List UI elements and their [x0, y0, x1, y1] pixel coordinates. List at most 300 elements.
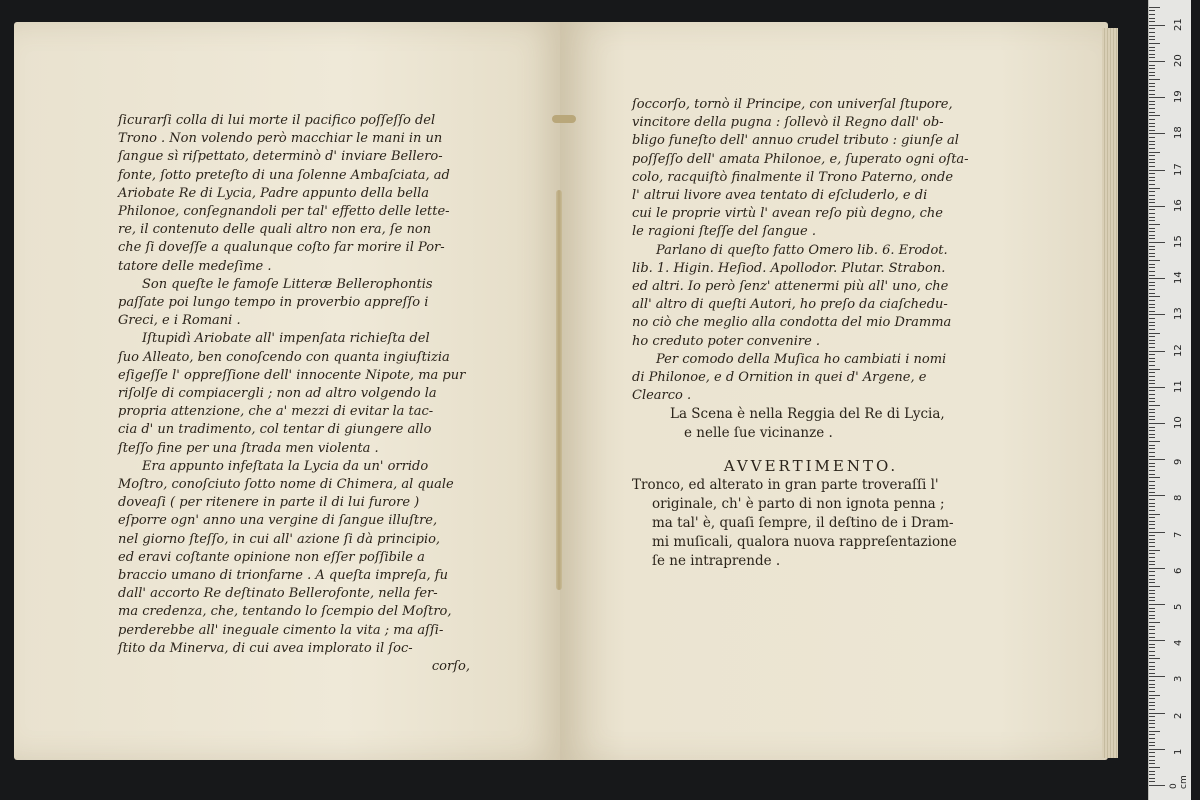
ruler-tick — [1149, 452, 1155, 453]
text-line: ſangue sì riſpettato, determinò d' inviare Bellero- — [118, 149, 443, 165]
ruler-tick — [1149, 582, 1155, 583]
ruler-tick — [1149, 456, 1155, 457]
avvertimento-line: ma tal' è, quaſi ſempre, il deſtino de i Dram- — [652, 515, 954, 531]
ruler-tick — [1149, 691, 1155, 692]
text-line: colo, racquiſtò finalmente il Trono Paterno, onde — [632, 169, 954, 185]
ruler-tick — [1149, 311, 1155, 312]
text-line: all' altro di queſti Autori, ho preſo da ciaſchedu- — [632, 297, 948, 313]
ruler-tick — [1149, 564, 1155, 565]
ruler-tick — [1149, 521, 1155, 522]
ruler-tick — [1149, 517, 1155, 518]
ruler-tick — [1149, 275, 1155, 276]
ruler-tick — [1149, 705, 1155, 706]
ruler-tick — [1149, 781, 1155, 782]
ruler-tick — [1149, 372, 1155, 373]
ruler-tick — [1149, 647, 1155, 648]
ruler-tick — [1149, 474, 1155, 475]
text-line: vincitore della pugna : ſollevò il Regno dall' ob- — [632, 115, 944, 131]
ruler-tick — [1149, 108, 1155, 109]
ruler-tick — [1149, 524, 1155, 525]
ruler-tick — [1149, 604, 1165, 605]
scene-line-2: e nelle ſue vicinanze . — [684, 425, 833, 441]
ruler-tick — [1149, 448, 1155, 449]
ruler-tick — [1149, 760, 1155, 761]
ruler-tick — [1149, 271, 1155, 272]
ruler-tick — [1149, 32, 1155, 33]
ruler-tick — [1149, 561, 1155, 562]
ruler-tick — [1149, 695, 1160, 696]
ruler-tick — [1149, 170, 1165, 171]
ruler-tick — [1149, 398, 1155, 399]
ruler-tick — [1149, 734, 1155, 735]
ruler-tick — [1149, 10, 1155, 11]
ruler-tick — [1149, 347, 1155, 348]
ruler-tick — [1149, 18, 1155, 19]
ruler-tick — [1149, 206, 1165, 207]
text-line: doveaſi ( per ritenere in parte il di lui furore ) — [118, 495, 420, 511]
ruler-tick — [1149, 333, 1160, 334]
ruler-tick — [1149, 716, 1155, 717]
right-page-text — [632, 96, 1012, 405]
text-line: bligo funeſto dell' annuo crudel tributo : giunſe al — [632, 133, 959, 149]
ruler-tick — [1149, 104, 1155, 105]
ruler-tick — [1149, 532, 1165, 533]
ruler-tick — [1149, 387, 1165, 388]
ruler-tick — [1149, 72, 1155, 73]
ruler-tick — [1149, 144, 1155, 145]
text-line: tatore delle medeſime . — [118, 258, 272, 274]
ruler-tick — [1149, 651, 1155, 652]
ruler-tick — [1149, 481, 1155, 482]
ruler-tick — [1149, 503, 1155, 504]
ruler-tick — [1149, 7, 1160, 8]
ruler-tick — [1149, 593, 1155, 594]
ruler-tick — [1149, 159, 1155, 160]
ruler-tick — [1149, 361, 1155, 362]
ruler-tick — [1149, 441, 1160, 442]
ruler-tick — [1149, 416, 1155, 417]
avvertimento-heading: AVVERTIMENTO. — [723, 457, 899, 475]
ruler-tick — [1149, 492, 1155, 493]
ruler-tick — [1149, 702, 1155, 703]
ruler-tick — [1149, 571, 1155, 572]
left-paragraph-4 — [118, 458, 496, 676]
ruler-tick — [1149, 126, 1155, 127]
ruler-tick — [1149, 698, 1155, 699]
text-line: ho creduto poter convenire . — [632, 333, 821, 349]
ruler-tick — [1149, 499, 1155, 500]
ruler-tick — [1149, 253, 1155, 254]
ruler-tick — [1149, 419, 1155, 420]
ruler-tick — [1149, 655, 1155, 656]
text-line: ed eravi coſtante opinione non eſſer poſſibile a — [118, 549, 425, 565]
text-line: ma credenza, che, tentando lo ſcempio del Moſtro, — [118, 604, 452, 620]
ruler-tick — [1149, 90, 1155, 91]
ruler-tick — [1149, 307, 1155, 308]
ruler-tick — [1149, 202, 1155, 203]
ruler-label: 14 — [1173, 271, 1184, 285]
ruler-tick — [1149, 495, 1165, 496]
ruler-tick — [1149, 756, 1155, 757]
ruler-tick — [1149, 626, 1155, 627]
ruler-tick — [1149, 296, 1160, 297]
ruler-tick — [1149, 318, 1155, 319]
avvertimento-line: mi muſicali, qualora nuova rappreſentazione — [652, 534, 957, 550]
ruler-tick — [1149, 528, 1155, 529]
ruler-tick — [1149, 405, 1160, 406]
ruler-tick — [1149, 112, 1155, 113]
ruler-tick — [1149, 485, 1155, 486]
ruler-tick — [1149, 21, 1155, 22]
ruler-label: 11 — [1173, 380, 1184, 393]
ruler-tick — [1149, 423, 1165, 424]
watermark — [520, 430, 527, 456]
ruler-tick — [1149, 354, 1155, 355]
text-line: Greci, e i Romani . — [118, 313, 241, 329]
ruler-tick — [1149, 25, 1165, 26]
avvertimento-text — [632, 476, 1004, 571]
ruler-tick — [1149, 28, 1155, 29]
ruler-tick — [1149, 86, 1155, 87]
text-line: Iſtupidì Ariobate all' impenſata richieſta del — [142, 331, 430, 347]
left-paragraph-1 — [118, 112, 496, 276]
ruler-tick — [1149, 369, 1160, 370]
text-line: di Philonoe, e d Ornition in quei d' Argene, e — [632, 370, 927, 386]
text-line: ed altri. Io però ſenz' attenermi più all' uno, che — [632, 279, 949, 295]
ruler-tick — [1149, 256, 1155, 257]
ruler-tick — [1149, 133, 1165, 134]
ruler-tick — [1149, 557, 1155, 558]
text-line: l' altrui livore avea tentato di eſcluderlo, e di — [632, 188, 928, 204]
book-spine — [556, 190, 562, 590]
text-line: che ſi doveſſe a qualunque coſto far morire il Por- — [118, 240, 445, 256]
ruler-tick — [1149, 771, 1155, 772]
ruler-tick — [1149, 380, 1155, 381]
ruler-tick — [1149, 191, 1155, 192]
ruler-tick — [1149, 477, 1160, 478]
ruler-tick — [1149, 231, 1155, 232]
right-paragraph-3 — [632, 351, 1012, 406]
ruler-tick — [1149, 535, 1155, 536]
ruler-tick — [1149, 752, 1155, 753]
ruler-tick — [1149, 669, 1155, 670]
scene-line-1: La Scena è nella Reggia del Re di Lycia, — [670, 406, 945, 422]
ruler-tick — [1149, 235, 1155, 236]
ruler-tick — [1149, 68, 1155, 69]
ruler-tick — [1149, 39, 1155, 40]
text-line: Per comodo della Muſica ho cambiati i nomi — [656, 351, 947, 367]
text-line: ſoccorſo, tornò il Principe, con univerſal ſtupore, — [632, 97, 953, 112]
ruler-tick — [1149, 101, 1155, 102]
ruler-tick — [1149, 260, 1160, 261]
ruler-tick — [1149, 713, 1165, 714]
ruler-tick — [1149, 514, 1160, 515]
ruler-label: 3 — [1173, 676, 1184, 683]
ruler-tick — [1149, 629, 1155, 630]
ruler-tick — [1149, 300, 1155, 301]
left-paragraph-3 — [118, 330, 496, 457]
ruler-tick — [1149, 575, 1155, 576]
ruler-tick — [1149, 242, 1165, 243]
ruler-tick — [1149, 267, 1155, 268]
text-line: eſigeſſe l' oppreſſione dell' innocente Nipote, ma pur — [118, 367, 466, 383]
text-line: lib. 1. Higin. Heſiod. Apollodor. Plutar. Strabon. — [632, 260, 946, 276]
ruler-tick — [1149, 358, 1155, 359]
ruler-tick — [1149, 123, 1155, 124]
ruler-tick — [1149, 723, 1155, 724]
ruler-label: 2 — [1173, 712, 1184, 719]
text-line: dall' accorto Re deſtinato Bellerofonte, nella fer- — [118, 586, 438, 602]
ruler-tick — [1149, 47, 1155, 48]
measurement-ruler — [1148, 0, 1191, 800]
ruler-tick — [1149, 774, 1155, 775]
ruler-tick — [1149, 75, 1155, 76]
ruler-label: 9 — [1173, 458, 1184, 466]
ruler-unit-label: 0 cm — [1169, 775, 1189, 789]
ruler-tick — [1149, 166, 1155, 167]
ruler-label: 15 — [1173, 235, 1184, 248]
ruler-tick — [1149, 209, 1155, 210]
text-line: ſtito da Minerva, di cui avea implorato il ſoc- — [118, 640, 413, 656]
ruler-tick — [1149, 434, 1155, 435]
ruler-tick — [1149, 325, 1155, 326]
ruler-tick — [1149, 152, 1160, 153]
ruler-tick — [1149, 608, 1155, 609]
ruler-tick — [1149, 430, 1155, 431]
ruler-label: 19 — [1173, 90, 1184, 104]
ruler-label: 16 — [1173, 199, 1184, 212]
ruler-tick — [1149, 466, 1155, 467]
text-line: Clearco . — [632, 388, 692, 404]
ruler-tick — [1149, 676, 1165, 677]
text-line: Ariobate Re di Lycia, Padre appunto della bella — [118, 185, 430, 201]
ruler-tick — [1149, 383, 1155, 384]
avvertimento-line: ſe ne intraprende . — [652, 553, 781, 569]
ruler-label: 10 — [1173, 416, 1184, 429]
ruler-tick — [1149, 390, 1155, 391]
text-line: corſo, — [431, 659, 470, 675]
ruler-tick — [1149, 54, 1155, 55]
ruler-tick — [1149, 130, 1155, 131]
ruler-tick — [1149, 510, 1155, 511]
ruler-tick — [1149, 684, 1155, 685]
ruler-tick — [1149, 278, 1165, 279]
right-paragraph-1 — [632, 96, 1012, 242]
ruler-tick — [1149, 745, 1155, 746]
text-line: Moſtro, conoſciuto ſotto nome di Chimera, al quale — [118, 477, 454, 493]
ruler-tick — [1149, 173, 1155, 174]
text-line: Trono . Non volendo però macchiar le mani in un — [118, 131, 443, 147]
ruler-tick — [1149, 376, 1155, 377]
ruler-label: 1 — [1173, 748, 1184, 755]
ruler-tick — [1149, 568, 1165, 569]
ruler-tick — [1149, 14, 1155, 15]
text-line: poſſeſſo dell' amata Philonoe, e, ſuperato ogni oſta- — [632, 151, 969, 167]
ruler-tick — [1149, 633, 1155, 634]
left-page-text — [118, 112, 496, 676]
ruler-tick — [1149, 304, 1155, 305]
ruler-tick — [1149, 36, 1155, 37]
ruler-tick — [1149, 427, 1155, 428]
page-edges — [1102, 28, 1118, 758]
ruler-tick — [1149, 600, 1155, 601]
ruler-tick — [1149, 785, 1165, 786]
text-line: Parlano di queſto fatto Omero lib. 6. Erodot. — [656, 242, 948, 258]
ruler-tick — [1149, 224, 1160, 225]
text-line: nel giorno ſteſſo, in cui all' azione ſi dà principio, — [118, 531, 441, 547]
ruler-tick — [1149, 249, 1155, 250]
ruler-tick — [1149, 662, 1155, 663]
ruler-tick — [1149, 546, 1155, 547]
ruler-tick — [1149, 148, 1155, 149]
ruler-tick — [1149, 322, 1155, 323]
text-line: braccio umano di trionfarne . A queſta impreſa, fu — [118, 568, 448, 584]
binding-thread — [552, 115, 576, 123]
ruler-tick — [1149, 213, 1155, 214]
right-paragraph-2 — [632, 242, 1012, 351]
ruler-tick — [1149, 94, 1155, 95]
ruler-label: 21 — [1173, 18, 1184, 31]
ruler-label: 12 — [1173, 343, 1184, 357]
ruler-tick — [1149, 97, 1165, 98]
ruler-tick — [1149, 285, 1155, 286]
ruler-tick — [1149, 365, 1155, 366]
ruler-tick — [1149, 137, 1155, 138]
ruler-tick — [1149, 553, 1155, 554]
ruler-tick — [1149, 43, 1160, 44]
text-line: re, il contenuto delle quali altro non era, ſe non — [118, 222, 432, 238]
ruler-tick — [1149, 217, 1155, 218]
ruler-tick — [1149, 579, 1155, 580]
ruler-tick — [1149, 184, 1155, 185]
ruler-tick — [1149, 731, 1160, 732]
ruler-tick — [1149, 622, 1160, 623]
ruler-label: 20 — [1173, 54, 1184, 67]
ruler-tick — [1149, 640, 1165, 641]
ruler-tick — [1149, 709, 1155, 710]
ruler-tick — [1149, 79, 1160, 80]
text-line: eſporre ogn' anno una vergine di ſangue illuſtre, — [118, 513, 438, 529]
ruler-tick — [1149, 539, 1155, 540]
text-line: le ragioni ſteſſe del ſangue . — [632, 224, 816, 240]
ruler-label: 18 — [1173, 126, 1184, 140]
text-line: no ciò che meglio alla condotta del mio Dramma — [632, 315, 952, 331]
text-line: Era appunto infeſtata la Lycia da un' orrido — [142, 458, 429, 474]
ruler-tick — [1149, 61, 1165, 62]
ruler-tick — [1149, 409, 1155, 410]
ruler-tick — [1149, 293, 1155, 294]
ruler-label: 4 — [1173, 639, 1184, 647]
ruler-tick — [1149, 336, 1155, 337]
ruler-tick — [1149, 742, 1155, 743]
ruler-tick — [1149, 437, 1155, 438]
ruler-tick — [1149, 590, 1155, 591]
ruler-tick — [1149, 289, 1155, 290]
ruler-tick — [1149, 637, 1155, 638]
left-paragraph-2 — [118, 276, 496, 331]
ruler-tick — [1149, 550, 1160, 551]
scene-statement — [670, 405, 1010, 443]
ruler-tick — [1149, 162, 1155, 163]
ruler-tick — [1149, 188, 1160, 189]
text-line: Philonoe, conſegnandoli per tal' effetto delle lette- — [118, 204, 450, 220]
ruler-tick — [1149, 445, 1155, 446]
ruler-tick — [1149, 282, 1155, 283]
ruler-tick — [1149, 506, 1155, 507]
ruler-tick — [1149, 673, 1155, 674]
ruler-label: 8 — [1173, 495, 1184, 502]
avvertimento-line: Tronco, ed alterato in gran parte troveraſſi l' — [632, 477, 939, 493]
ruler-tick — [1149, 658, 1160, 659]
ruler-label: 5 — [1173, 603, 1184, 610]
ruler-tick — [1149, 314, 1165, 315]
ruler-tick — [1149, 727, 1155, 728]
ruler-tick — [1149, 597, 1155, 598]
ruler-tick — [1149, 394, 1155, 395]
ruler-tick — [1149, 618, 1155, 619]
text-line: propria attenzione, che a' mezzi di evitar la tac- — [118, 404, 434, 420]
text-line: cia d' un tradimento, col tentar di giungere allo — [118, 422, 432, 438]
text-line: cui le proprie virtù l' avean reſo più degno, che — [632, 206, 943, 222]
ruler-tick — [1149, 220, 1155, 221]
text-line: riſolſe di compiacergli ; non ad altro volgendo la — [118, 386, 437, 402]
ruler-tick — [1149, 195, 1155, 196]
ruler-tick — [1149, 351, 1165, 352]
ruler-tick — [1149, 141, 1155, 142]
avvertimento-line: originale, ch' è parto di non ignota penna ; — [652, 496, 945, 512]
ruler-tick — [1149, 615, 1155, 616]
ruler-tick — [1149, 778, 1155, 779]
ruler-tick — [1149, 83, 1155, 84]
ruler-tick — [1149, 470, 1155, 471]
ruler-label: 6 — [1173, 567, 1184, 574]
ruler-tick — [1149, 459, 1165, 460]
ruler-tick — [1149, 115, 1160, 116]
ruler-tick — [1149, 680, 1155, 681]
ruler-tick — [1149, 177, 1155, 178]
text-line: ſteſſo fine per una ſtrada men violenta . — [118, 440, 379, 456]
ruler-label: 7 — [1173, 531, 1184, 538]
ruler-tick — [1149, 463, 1155, 464]
ruler-label: 17 — [1173, 162, 1184, 176]
ruler-tick — [1149, 542, 1155, 543]
ruler-tick — [1149, 155, 1155, 156]
ruler-tick — [1149, 763, 1155, 764]
ruler-tick — [1149, 238, 1155, 239]
text-line: ſicurarſi colla di lui morte il pacifico poſſeſſo del — [118, 113, 436, 128]
text-line: perderebbe all' ineguale cimento la vita ; ma aſſi- — [118, 622, 444, 638]
ruler-tick — [1149, 50, 1155, 51]
ruler-tick — [1149, 343, 1155, 344]
ruler-tick — [1149, 738, 1155, 739]
ruler-tick — [1149, 228, 1155, 229]
ruler-tick — [1149, 119, 1155, 120]
ruler-tick — [1149, 767, 1160, 768]
ruler-tick — [1149, 412, 1155, 413]
text-line: ſuo Alleato, ben conoſcendo con quanta ingiuſtizia — [118, 349, 450, 365]
ruler-tick — [1149, 586, 1160, 587]
ruler-label: 13 — [1173, 307, 1184, 321]
text-line: paſſate poi lungo tempo in proverbio appreſſo i — [118, 295, 429, 311]
ruler-tick — [1149, 65, 1155, 66]
ruler-tick — [1149, 488, 1155, 489]
ruler-tick — [1149, 401, 1155, 402]
ruler-tick — [1149, 720, 1155, 721]
ruler-tick — [1149, 340, 1155, 341]
ruler-tick — [1149, 246, 1155, 247]
text-line: fonte, ſotto preteſto di una ſolenne Ambaſciata, ad — [118, 167, 450, 183]
ruler-tick — [1149, 264, 1155, 265]
